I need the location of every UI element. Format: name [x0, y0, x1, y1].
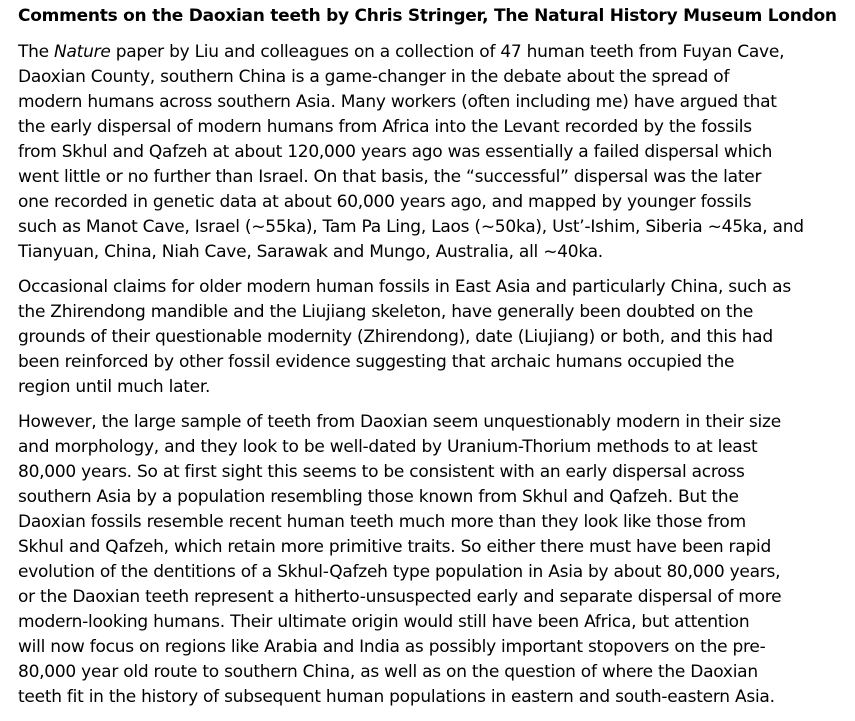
- paragraph-line: the Zhirendong mandible and the Liujiang skeleton, have generally been doubted on the: [18, 302, 754, 322]
- paragraph-line: evolution of the dentitions of a Skhul-Qafzeh type population in Asia by about 80,000 years,: [18, 562, 781, 582]
- paragraph-line: went little or no further than Israel. On that basis, the “successful” dispersal was the later: [18, 167, 762, 187]
- paragraph-line: or the Daoxian teeth represent a hitherto-unsuspected early and separate dispersal of more: [18, 587, 782, 607]
- line-text-after: paper by Liu and colleagues on a collection of 47 human teeth from Fuyan Cave,: [110, 42, 785, 62]
- paragraph-line: the early dispersal of modern humans from Africa into the Levant recorded by the fossils: [18, 117, 752, 137]
- paragraph-3: [18, 410, 838, 710]
- paragraph-line: will now focus on regions like Arabia and India as possibly important stopovers on the pre-: [18, 637, 766, 657]
- paragraph-line: 80,000 year old route to southern China, as well as on the question of where the Daoxian: [18, 662, 758, 682]
- paragraph-line: Daoxian fossils resemble recent human teeth much more than they look like those from: [18, 512, 746, 532]
- paragraph-1: [18, 40, 838, 265]
- paragraph-2: [18, 275, 838, 400]
- paragraph-line: Occasional claims for older modern human fossils in East Asia and particularly China, such as: [18, 277, 791, 297]
- paragraph-line: been reinforced by other fossil evidence suggesting that archaic humans occupied the: [18, 352, 735, 372]
- paragraph-line: Tianyuan, China, Niah Cave, Sarawak and Mungo, Australia, all ~40ka.: [18, 242, 603, 262]
- paragraph-line: Skhul and Qafzeh, which retain more primitive traits. So either there must have been rapid: [18, 537, 772, 557]
- paragraph-line: southern Asia by a population resembling those known from Skhul and Qafzeh. But the: [18, 487, 739, 507]
- paragraph-line: modern-looking humans. Their ultimate origin would still have been Africa, but attention: [18, 612, 750, 632]
- paragraph-line: grounds of their questionable modernity (Zhirendong), date (Liujiang) or both, and this had: [18, 327, 773, 347]
- paragraph-line: teeth fit in the history of subsequent human populations in eastern and south-eastern Asia.: [18, 687, 775, 707]
- paragraph-line: region until much later.: [18, 377, 211, 397]
- paragraph-line: However, the large sample of teeth from Daoxian seem unquestionably modern in their size: [18, 412, 781, 432]
- line-text-before: The: [18, 42, 55, 62]
- paragraph-line: modern humans across southern Asia. Many workers (often including me) have argued that: [18, 92, 777, 112]
- paragraph-line: one recorded in genetic data at about 60,000 years ago, and mapped by younger fossils: [18, 192, 752, 212]
- paragraph-line: and morphology, and they look to be well-dated by Uranium-Thorium methods to at least: [18, 437, 758, 457]
- paragraph-line: [18, 40, 838, 65]
- paragraph-line: such as Manot Cave, Israel (~55ka), Tam Pa Ling, Laos (~50ka), Ust’-Ishim, Siberia ~45ka, and: [18, 217, 804, 237]
- document-title: Comments on the Daoxian teeth by Chris Stringer, The Natural History Museum London: [18, 6, 837, 26]
- paragraph-line: 80,000 years. So at first sight this seems to be consistent with an early dispersal across: [18, 462, 745, 482]
- paragraph-line: from Skhul and Qafzeh at about 120,000 years ago was essentially a failed dispersal which: [18, 142, 773, 162]
- journal-name-italic: Nature: [54, 42, 111, 62]
- document: [18, 0, 838, 710]
- paragraph-line: Daoxian County, southern China is a game-changer in the debate about the spread of: [18, 67, 730, 87]
